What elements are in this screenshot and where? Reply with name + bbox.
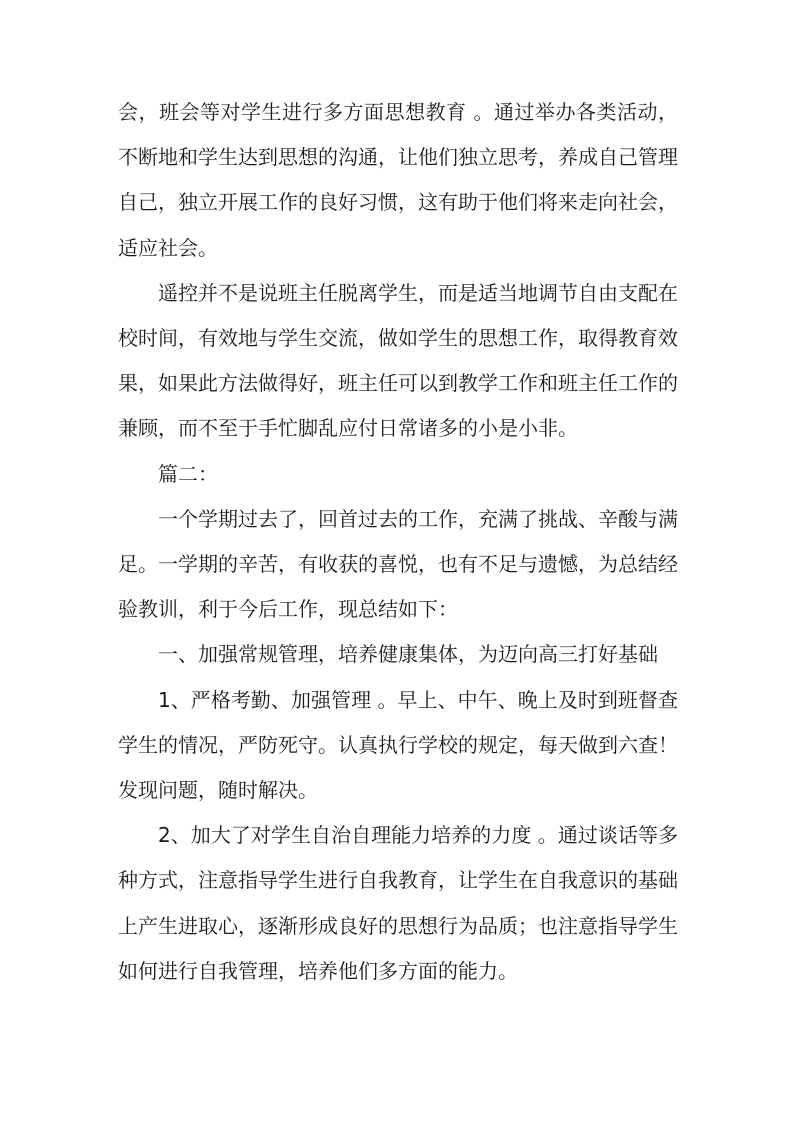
subheading-1: 一、加强常规管理，培养健康集体，为迈向高三打好基础 bbox=[158, 642, 658, 667]
paragraph-2: 遥控并不是说班主任脱离学生，而是适当地调节自由支配在校时间，有效地与学生交流，做如学生的思想工作，取得教育效果，如果此方法做得好，班主任可以到教学工作和班主任工作的兼顾，而不至于手忙脚乱应付日常诸多的小是小非。 bbox=[118, 280, 678, 441]
paragraph-1: 会，班会等对学生进行多方面思想教育 。通过举办各类活动，不断地和学生达到思想的沟通，让他们独立思考，养成自己管理自己，独立开展工作的良好习惯，这有助于他们将来走向社会，适应社会。 bbox=[118, 100, 678, 260]
section-heading-part-two: 篇二： bbox=[158, 461, 218, 486]
paragraph-4: 一个学期过去了，回首过去的工作，充满了挑战、辛酸与满足。一学期的辛苦，有收获的喜悦，也有不足与遗憾，为总结经验教训，利于今后工作，现总结如下： bbox=[118, 506, 678, 622]
paragraph-7: 2、加大了对学生自治自理能力培养的力度 。通过谈话等多种方式，注意指导学生进行自我教育，让学生在自我意识的基础上产生进取心，逐渐形成良好的思想行为品质；也注意指导学生如何进行自我管理，培养他们多方面的能力。 bbox=[118, 823, 678, 983]
paragraph-6: 1、严格考勤、加强管理 。早上、中午、晚上及时到班督查学生的情况，严防死守。认真执行学校的规定，每天做到六查！发现问题，随时解决。 bbox=[118, 687, 678, 803]
document-body bbox=[118, 90, 678, 994]
